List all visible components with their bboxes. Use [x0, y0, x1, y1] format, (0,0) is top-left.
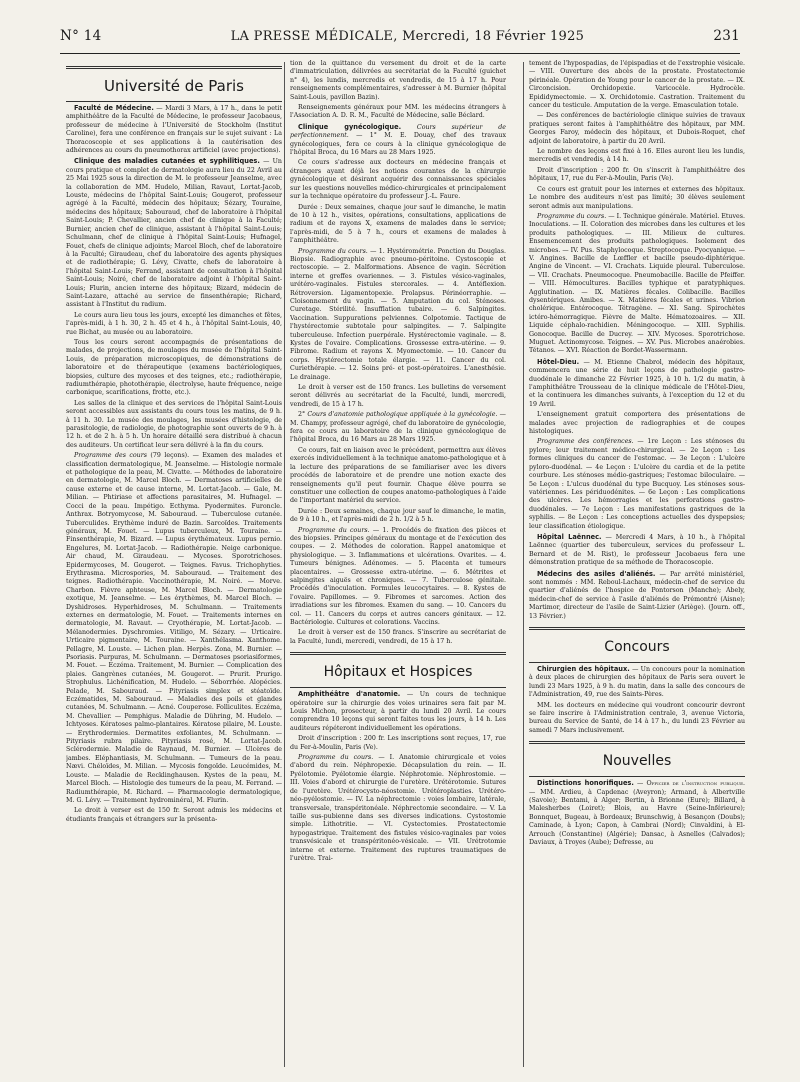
- article-asiles: Médecins des asiles d'aliénés. — Par arrêté ministériel, sont nommés : MM. Reboul-Lachaux, médecin-chef de service du quartier d'aliénés de l'hospice de Pontorson (Manche); Abely, médecin-chef de service à l'asile d'aliénés de Prémontré (Aisne); Martimor, directeur de l'asile de Saint-Lizier (Ariège). (Journ. off., 13 Février.): [529, 569, 745, 620]
- column-3: [529, 60, 745, 1070]
- paragraph: Le droit à verser est de 150 fr. Seront admis les médecins et étudiants français et étrangers sur la présenta-: [66, 807, 282, 823]
- programme-paragraph: Programme des conférences. — 1re Leçon : Les sténoses du pylore; leur traitement médico-chirurgical. — 2e Leçon : Les formes cliniques du cancer de l'estomac. — 3e Leçon : L'ulcère pyloro-duodénal. — 4e Leçon : L'ulcère du cardia et de la petite courbure. Les sténoses médio-gastriques; l'estomac biloculaire. — 5e Leçon : L'ulcus duodénal du type Bucquoy. Les sténoses sous-vatériennes. Les périduodénites. — 6e Leçon : Les complications des ulcères. Les hémorragies et les perforations gastro-duodénales. — 7e Leçon : Les manifestations gastriques de la syphilis. — 8e Leçon : Les conceptions actuelles des dyspepsies; leur classification étiologique.: [529, 438, 745, 530]
- section-rule: [529, 741, 745, 744]
- paragraph: L'enseignement gratuit comportera des présentations de malades avec projection de radiographies et de coupes histologiques.: [529, 411, 745, 436]
- issue-number: N° 14: [60, 28, 102, 44]
- paragraph: Le droit à verser est de 150 francs. S'inscrire au secrétariat de la Faculté, lundi, mercredi, vendredi, de 15 à 17 h.: [290, 629, 506, 645]
- header-rule: [60, 53, 740, 54]
- paragraph: tion de la quittance du versement du droit et de la carte d'immatriculation, délivrées au secrétariat de la Faculté (guichet n° 4), les lundis, mercredis et vendredis, de 15 à 17 h. Pour renseignements complémentaires, s'adresser à M. Burnier (hôpital Saint-Louis, pavillon Bazin).: [290, 60, 506, 101]
- running-head: [60, 28, 740, 50]
- paragraph: MM. les docteurs en médecine qui voudront concourir devront se faire inscrire à l'Administration centrale, 3, avenue Victoria, bureau du Service de Santé, de 14 à 17 h., du lundi 23 Février au samedi 7 Mars inclusivement.: [529, 701, 745, 734]
- paragraph: Renseignements généraux pour MM. les médecins étrangers à l'Association A. D. R. M., Faculté de Médecine, salle Béclard.: [290, 104, 506, 120]
- article-anatomie-pathologique: 2° Cours d'anatomie pathologique appliquée à la gynécologie. — M. Champy, professeur agrégé, chef du laboratoire de gynécologie, fera ce cours au laboratoire de la clinique gynécologique de l'hôpital Broca, du 16 Mars au 28 Mars 1925.: [290, 411, 506, 444]
- paragraph: Le droit à verser est de 150 francs. Les bulletins de versement seront délivrés au secrétariat de la Faculté, lundi, mercredi, vendredi, de 15 à 17 h.: [290, 384, 506, 408]
- column-divider: [523, 62, 524, 1067]
- article-distinctions: Distinctions honorifiques. — Officier de l'instruction publique. — MM. Ardieu, à Capdenac (Aveyron); Armand, à Albertville (Savoie); Bentami, à Alger; Bertin, à Brionne (Eure); Billard, à Malesherbes (Loiret); Blois, au Havre (Seine-Inférieure); Bonnquet, Bugeau, à Bordeaux; Brunschwig, à Besançon (Doubs); Caminade, à Lyon; Capon, à Cambrai (Nord); Cinvaldini, à El-Arrouch (Constantine) (Algérie); Dansac, à Asnelles (Calvados); Daviaux, à Troyes (Aube); Defresse, au: [529, 779, 745, 847]
- paragraph: Tous les cours seront accompagnés de présentations de malades, de projections, de moulages du musée de l'hôpital Saint-Louis, de préparation microscopiques, de démonstrations de laboratoire et de thérapeutique (examens bactériologiques, biopsies, culture des mycoses et des teignes, etc.; radiothérapie, radiumthérapie, photothérapie, électrolyse, haute fréquence, neige carbonique, scarifications, frotte, etc.).: [66, 338, 282, 397]
- section-rule: [66, 101, 282, 102]
- article-hotel-dieu: Hôtel-Dieu. — M. Etienne Chabrol, médecin des hôpitaux, commencera une série de huit leçons de pathologie gastro-duodénale le dimanche 22 Février 1925, à 10 h. 1/2 du matin, à l'amphithéâtre Trousseau de la clinique médicale de l'Hôtel-Dieu, et la continuera les dimanches suivants, à l'exception du 12 et du 19 Avril.: [529, 357, 745, 408]
- column-divider: [284, 62, 285, 1067]
- column-1: [66, 60, 282, 1070]
- article-chirurgien: Chirurgien des hôpitaux. — Un concours pour la nomination à deux places de chirurgien des hôpitaux de Paris sera ouvert le lundi 23 Mars 1925, à 9 h. du matin, dans la salle des concours de l'Administration, 49, rue des Saints-Pères.: [529, 665, 745, 699]
- paragraph: Les salles de la clinique et des services de l'hôpital Saint-Louis seront accessibles aux assistants du cours tous les matins, de 9 h. à 11 h. 30. Le musée des moulages, les musées d'histologie, de parasitologie, de radiologie, de photographie sont ouverts de 9 h. à 12 h. et de 2 h. à 5 h. Un horaire détaillé sera distribué à chacun des auditeurs. Un certificat leur sera délivré à la fin du cours.: [66, 399, 282, 449]
- programme-paragraph: Programme du cours. — I. Anatomie chirurgicale et voies d'abord du rein. Néphropexie. Décapsulation du rein. — II. Pyélotomie. Pyélotomie élargie. Néphrotomie. Néphrostomie. — III. Voies d'abord et chirurgie de l'uretère. Urétérotomie. Sutures de l'uretère. Urétérocysto-néostomie. Urétéroplasties. Urétéro-néo-pyélostomie. — IV. La néphrectomie : voies lombaire, latérale, transversale, transpéritonéale. Néphrectomie secondaire. — V. La taille sus-pubienne dans ses diverses indications. Cystostomie simple. Lithotritie. — VI. Cystectomies. Prostatectomie hypogastrique. Traitement des fistules vésico-vaginales par voies transvésicale et transpéritonéo-vésicale. — VII. Urétrotomie interne et externe. Traitement des ruptures traumatiques de l'urètre. Trai-: [290, 754, 506, 862]
- article-clinique-cutanees: Clinique des maladies cutanées et syphilitiques. — Un cours pratique et complet de dermatologie aura lieu du 22 Avril au 25 Mai 1925 sous la direction de M. le professeur Jeanselme, avec la collaboration de MM. Hudelo, Milian, Ravaut, Lortat-Jacob, Louste, médecins de l'hôpital Saint-Louis; Gougerot, professeur agrégé à la Faculté, médecin des hôpitaux; Sézary, Touraine, médecins des hôpitaux; Sabouraud, chef de laboratoire à l'hôpital Saint-Louis; P. Chevallier, ancien chef de clinique à la Faculté; Burnier, ancien chef de clinique, assistant à l'hôpital Saint-Louis; Schulmann, chef de clinique à l'hôpital Saint-Louis; Hufnagel, Fouet, chefs de clinique adjoints; Marcel Bloch, chef de laboratoire à la Faculté; Giraudeau, chef du laboratoire des agents physiques et de radiothérapie; G. Lévy, Civatte, chefs de laboratoire à l'hôpital Saint-Louis; Ferrand, assistant de consultation à l'hôpital Saint-Louis; Noiré, chef de laboratoire adjoint à l'hôpital Saint-Louis; Flurin, ancien interne des hôpitaux; Bizard, médecin de Saint-Lazare, attaché au service de finsenthérapie; Richard, assistant à l'Institut du radium.: [66, 157, 282, 309]
- section-rule: [290, 687, 506, 688]
- section-rule: [529, 662, 745, 663]
- paragraph: Ce cours est gratuit pour les internes et externes des hôpitaux. Le nombre des auditeurs n'est pas limité; 30 élèves seulement seront admis aux manipulations.: [529, 185, 745, 210]
- section-title-concours: Concours: [604, 639, 670, 655]
- paragraph: Durée : Deux semaines, chaque jour sauf le dimanche, le matin, de 9 à 10 h., et l'après-midi de 2 h. 1/2 à 5 h.: [290, 507, 506, 524]
- page-number: 231: [713, 28, 740, 44]
- section-title-universite: Université de Paris: [103, 77, 245, 95]
- programme-paragraph: Programme du cours. — 1. Procédés de fixation des pièces et des biopsies. Principes généraux du montage et de l'exécution des coupes. — 2. Méthodes de coloration. Rappel anatomique et physiologique. — 3. Inflammations et ulcérations. Ovarites. — 4. Tumeurs bénignes. Adénomes. — 5. Placenta et tumeurs placentaires. — Grossesse extra-utérine. — 6. Métrites et salpingites aiguës et chroniques. — 7. Tuberculose génitale. Procédés d'inoculation. Formules leucocytaires. — 8. Kystes de l'ovaire. Papillomes. — 9. Fibromes et sarcomes. Action des irradiations sur les fibromes. Examen du sang. — 10. Cancers du col. — 11. Cancers du corps et autres cancers génitaux. — 12. Bactériologie. Cultures et colorations. Vaccins.: [290, 526, 506, 626]
- programme-paragraph: Programme des cours (79 leçons). — Examen des malades et classification dermatologique, M. Jeanselme. — Histologie normale et pathologique de la peau, M. Civatte. — Méthodes de laboratoire en dermatologie, M. Marcel Bloch. — Dermatoses artificielles de cause externe et de cause interne, M. Lortat-Jacob. — Gale, M. Milian. — Phtiriase et affections parasitaires, M. Hufnagel. — Cocci de la peau. Impétigo. Ecthyma. Pyodermites. Furoncle. Anthrax. Botryomycose, M. Sabouraud. — Tuberculose cutanée. Tuberculides. Erythème induré de Bazin. Sarcoïdes. Traitements généraux, M. Fouet. — Lupus tuberculeux, M. Touraine. — Finsenthérapie, M. Bizard. — Lupus érythémateux. Lupus pernio. Engelures, M. Lortat-Jacob. — Radiothérapie. Neige carbonique. Air chaud, M. Giraudeau. — Mycoses. Sporotrichoses. Epidermycoses, M. Gougerot. — Teignes. Favus. Trichophyties. Erythrasma. Microspories, M. Sabouraud. — Traitement des teignes. Radiothérapie. Vaccinothérapie, M. Noiré. — Morve. Charbon. Fièvre aphteuse, M. Marcel Bloch. — Dermatologie exotique, M. Jeanselme. — Les érythèmes, M. Marcel Bloch. — Dyshidroses. Hyperhidroses, M. Schulmann. — Traitements externes en dermatologie, M. Fouet. — Traitements internes en dermatologie, M. Ravaut. — Cryothérapie, M. Lortat-Jacob. — Mélanodermies. Dyschromies. Vitiligo, M. Sézary. — Urticaire. Urticaire pigmentaire, M. Touraine. — Xanthélasma. Xanthome. Pellagre, M. Louste. — Lichen plan. Herpès. Zona, M. Burnier. — Psoriasis. Purpuras, M. Schulmann. — Dermatoses psoriasiformes, M. Fouet. — Eczéma. Traitement, M. Burnier. — Complication des plaies. Gangrènes cutanées, M. Gougerot. — Prurit. Prurigo. Strophulus. Lichénification, M. Hudelo. — Séborrhée. Alopécies. Pelade, M. Sabouraud. — Pityriasis simplex et stéatoïde. Eczématides, M. Sabouraud. — Maladies des poils et glandes cutanées, M. Schulmann. — Acné. Couperose. Folliculites. Eczéma, M. Chevallier. — Pemphigus. Maladie de Dühring, M. Hudelo. — Ichtyoses. Kératoses palmo-plantaires. Kératose pilaire, M. Louste. — Erythrodermies. Dermatites exfoliantes, M. Schulmann. — Pityriasis rubra pilaire. Pityriasis rosé, M. Lortat-Jacob. Sclérodermie. Maladie de Raynaud, M. Burnier. — Ulcères de jambes. Eléphantiasis, M. Schulmann. — Tumeurs de la peau. Nævi. Chéloïdes, M. Milian. — Mycosis fongoïde. Leucémides, M. Louste. — Maladie de Recklinghausen. Kystes de la peau, M. Marcel Bloch. — Histologie des tumeurs de la peau, M. Ferrand. — Radiumthérapie, M. Richard. — Pharmacologie dermatologique, M. G. Lévy. — Traitement hydrominéral, M. Flurin.: [66, 452, 282, 804]
- paragraph: Le cours aura lieu tous les jours, excepté les dimanches et fêtes, l'après-midi, à 1 h. 30, 2 h. 45 et 4 h., à l'hôpital Saint-Louis, 40, rue Bichat, au musée ou au laboratoire.: [66, 311, 282, 336]
- paragraph: Droit d'inscription : 200 fr. On s'inscrit à l'amphithéâtre des hôpitaux, 17, rue du Fer-à-Moulin, Paris (Ve).: [529, 166, 745, 183]
- programme-paragraph: Programme du cours. — I. Technique générale. Matériel. Etuves. Inoculations. — II. Coloration des microbes dans les cultures et les produits pathologiques. — III. Milieux de cultures. Ensemencement des produits pathologiques. Isolement des microbes. — IV. Pus. Staphylocoque. Streptocoque. Pyocyanique. — V. Angines. Bacille de Lœffler et bacille pseudo-diphtérique. Angine de Vincent. — VI. Crachats. Liquide pleural. Tuberculose. — VII. Crachats. Pneumocoque. Pneumobacille. Bacille de Pfeiffer. — VIII. Hémocultures. Bacilles typhique et paratyphiques. Agglutination. — IX. Matières fécales. Colibacille. Bacilles dysentériques. Amibes. — X. Matières fécales et urines. Vibrion cholérique. Entérocoque. Tétragène. — XI. Sang. Spirochètes ictéro-hémorragique. Fièvre de Malte. Hématozoaires. — XII. Liquide céphalo-rachidien. Méningocoque. — XIII. Syphilis. Gonocoque. Bacille de Ducrey. — XIV. Mycoses. Sporotrichose. Muguet. Actinomycose. Teignes. — XV. Pus. Microbes anaérobies. Tétanos. — XVI. Réaction de Bordet-Wassermann.: [529, 212, 745, 355]
- article-clinique-gynecologique: Clinique gynécologique. Cours supérieur de perfectionnement. — 1° M. E. Douay, chef des travaux gynécologiques, fera ce cours à la clinique gynécologique de l'hôpital Broca, du 16 Mars au 28 Mars 1925.: [290, 122, 506, 157]
- section-rule: [66, 66, 282, 69]
- article-amphitheatre: Amphithéâtre d'anatomie. — Un cours de technique opératoire sur la chirurgie des voies urinaires sera fait par M. Louis Michon, prosecteur, à partir du lundi 20 Avril. Le cours comprendra 10 leçons qui seront faites tous les jours, à 14 h. Les auditeurs répéteront individuellement les opérations.: [290, 690, 506, 732]
- programme-paragraph: Programme du cours. — 1. Hystérométrie. Ponction du Douglas. Biopsie. Radiographie avec pneumo-péritoine. Cystoscopie et rectoscopie. — 2. Malformations. Absence de vagin. Sécrétion interne et greffes ovariennes. — 3. Fistules vésico-vaginales, urétéro-vaginales. Fistules stercorales. — 4. Antéflexion. Rétroversion. Ligamentopexie. Prolapsus. Périnéorraphie. — Cloisonnement du vagin. — 5. Amputation du col. Sténoses. Curetage. Stérilité. Insufflation tubaire. — 6. Salpingites. Vaccination. Suppurations pelviennes. Colpotomie. Tactique de l'hystérectomie subtotale pour salpingites. — 7. Salpingite tuberculeuse. Infection puerpérale. Hystérectomie vaginale. — 8. Kystes de l'ovaire. Complications. Grossesse extra-utérine. — 9. Fibrome. Radium et rayons X. Myomectomie. — 10. Cancer du corps. Hystérectomie totale élargie. — 11. Cancer du col. Curiethérapie. — 12. Soins pré- et post-opératoires. L'anesthésie. Le drainage.: [290, 247, 506, 381]
- column-2: [290, 60, 506, 1070]
- paragraph: tement de l'hypospadias, de l'épispadias et de l'exstrophie vésicale. — VIII. Ouverture des abcès de la prostate. Prostatectomie périnéale. Opération de Young pour le cancer de la prostate. — IX. Circoncision. Orchidopexie. Varicocèle. Hydrocèle. Epididymectomie. — X. Orchidotomie. Castration. Traitement du cancer du testicule. Amputation de la verge. Emasculation totale.: [529, 60, 745, 110]
- paragraph: Ce cours s'adresse aux docteurs en médecine français et étrangers ayant déjà les notions courantes de la chirurgie gynécologique et désirant acquérir des connaissances spéciales sur les questions nouvelles médico-chirurgicales et principalement sur la technique opératoire du professeur J.-L. Faure.: [290, 159, 506, 201]
- paragraph: Le nombre des leçons est fixé à 16. Elles auront lieu les lundis, mercredis et vendredis, à 14 h.: [529, 148, 745, 164]
- article-faculte: Faculté de Médecine. — Mardi 3 Mars, à 17 h., dans le petit amphithéâtre de la Faculté de Médecine, le professeur Jacobaeus, professeur de médecine à l'Université de Stockholm (Institut Caroline), fera une conférence en français sur le sujet suivant : La Thoracoscopie et ses applications à la cautérisation des adhérences au cours du pneumothorax artificiel (avec projections).: [66, 104, 282, 155]
- paragraph: Droit d'inscription : 200 fr. Les inscriptions sont reçues, 17, rue du Fer-à-Moulin, Paris (Ve).: [290, 735, 506, 751]
- publication-title: LA PRESSE MÉDICALE, Mercredi, 18 Février 1925: [230, 29, 585, 44]
- section-title-nouvelles: Nouvelles: [602, 753, 672, 770]
- paragraph: Ce cours, fait en liaison avec le précédent, permettra aux élèves exercés individuellement à la technique anatomo-pathologique et à la lecture des préparations de se familiariser avec les divers procédés de laboratoire et de prendre une notion exacte des renseignements qu'il peut fournir. Chaque élève pourra se constituer une collection de coupes anatomo-pathologiques à l'aide de l'important matériel du service.: [290, 446, 506, 505]
- section-title-hopitaux: Hôpitaux et Hospices: [323, 664, 473, 681]
- article-laennec: Hôpital Laënnec. — Mercredi 4 Mars, à 10 h., à l'hôpital Laënnec (quartier des tuberculeux, services du professeur L. Bernard et de M. Rist), le professeur Jacobaeus fera une démonstration pratique de sa méthode de Thoracoscopie.: [529, 532, 745, 567]
- section-rule: [290, 652, 506, 655]
- paragraph: — Des conférences de bactériologie clinique suivies de travaux pratiques seront faites à l'amphithéâtre des hôpitaux, par MM. Georges Faroy, médecin des hôpitaux, et Dubois-Roquet, chef adjoint de laboratoire, à partir du 20 Avril.: [529, 112, 745, 145]
- section-rule: [529, 627, 745, 630]
- section-rule: [529, 776, 745, 777]
- paragraph: Durée : Deux semaines, chaque jour sauf le dimanche, le matin de 10 à 12 h., visites, opérations, consultations, applications de radium et de rayons X, examens de malades dans le service; l'après-midi, de 5 à 7 h., cours et examens de malades à l'amphithéâtre.: [290, 203, 506, 245]
